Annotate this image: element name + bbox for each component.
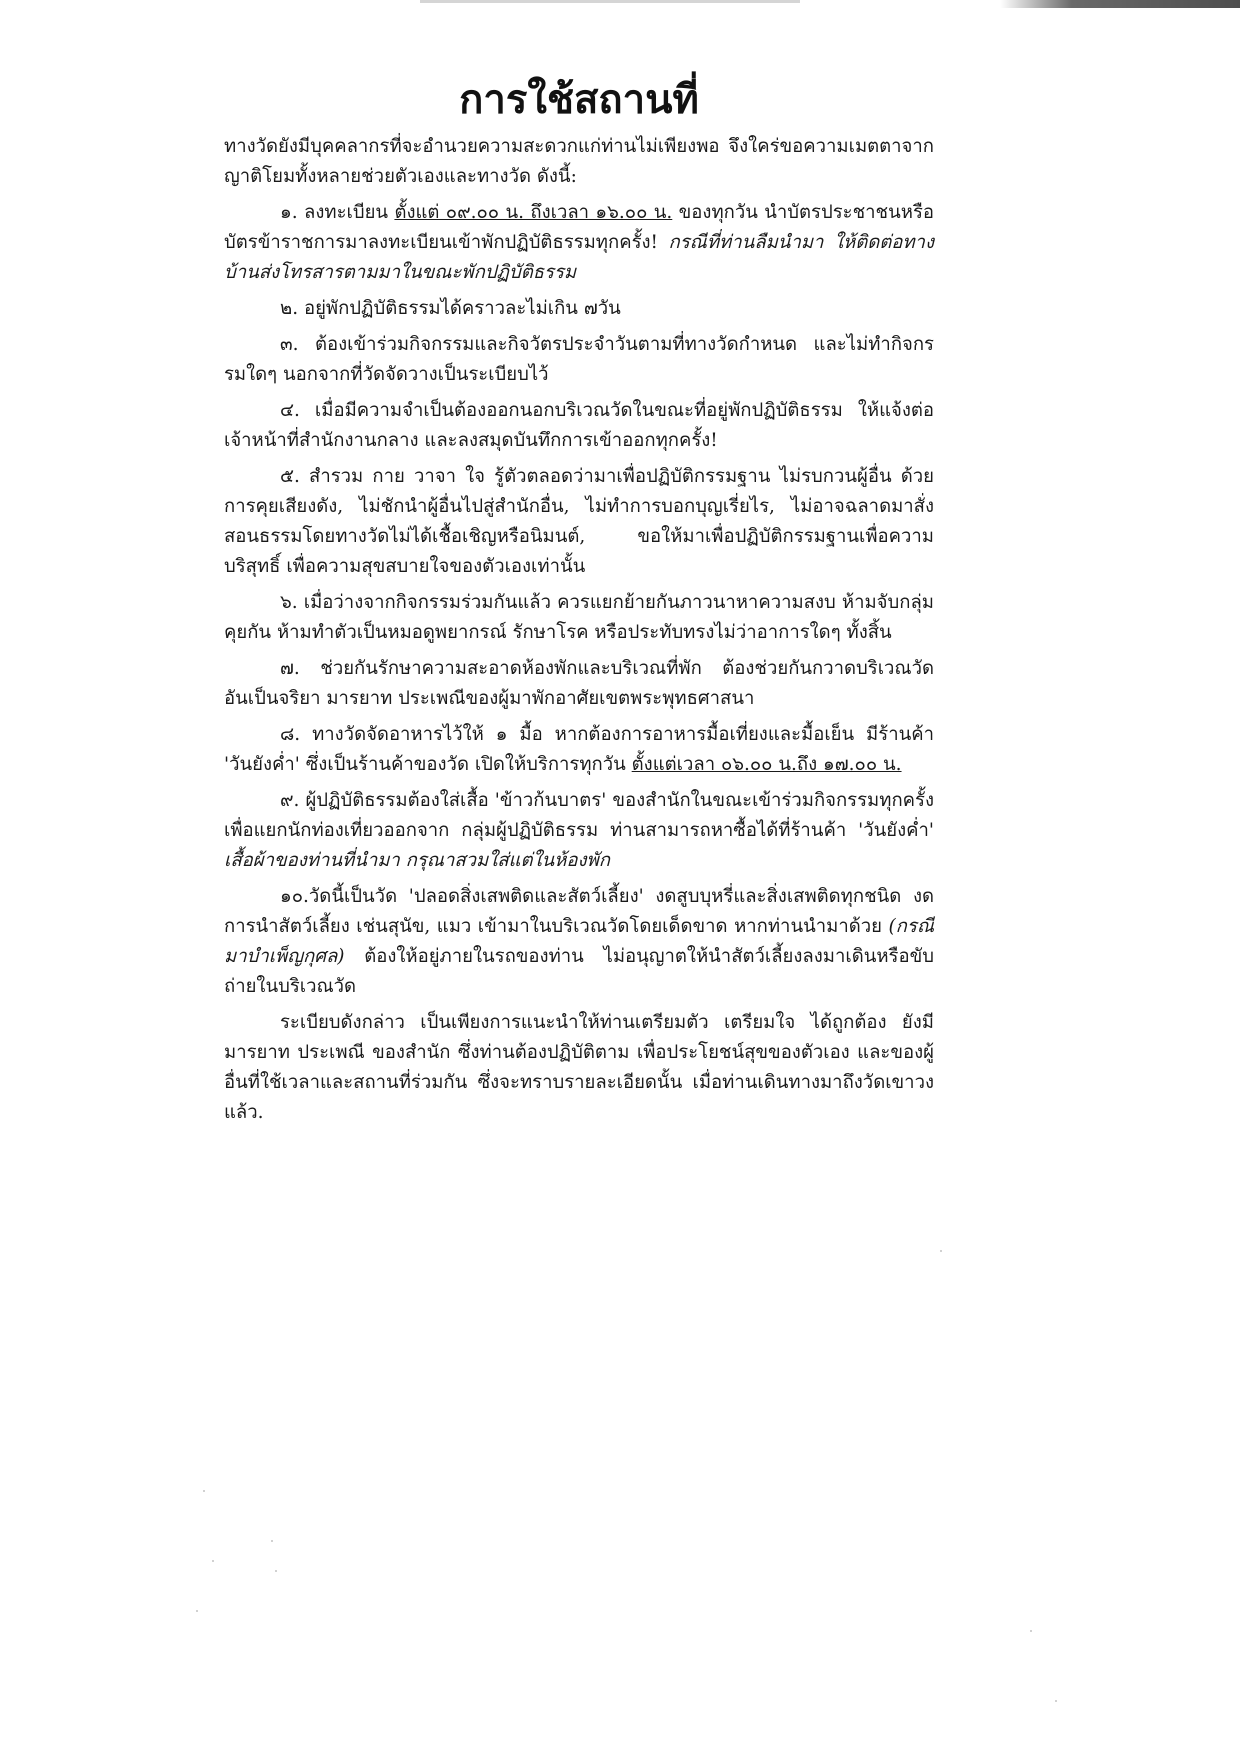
rule-item-6 xyxy=(224,588,934,648)
rule-text: ต้องให้อยู่ภายในรถของท่าน ไม่อนุญาตให้นำสัตว์เลี้ยงลงมาเดินหรือขับถ่ายในบริเวณวัด xyxy=(224,946,934,997)
rule-number: ๖. xyxy=(280,592,298,613)
rule-text: อยู่พักปฏิบัติธรรมได้คราวละไม่เกิน ๗วัน xyxy=(298,298,621,319)
rule-text: เมื่อว่างจากกิจกรรมร่วมกันแล้ว ควรแยกย้ายกันภาวนาหาความสงบ ห้ามจับกลุ่มคุยกัน ห้ามทำตัวเป็นหมอดูพยากรณ์ รักษาโรค หรือประทับทรงไม่ว่าอาการใดๆ ทั้งสิ้น xyxy=(224,592,934,643)
scan-speck xyxy=(940,1250,942,1252)
rule-text: ลงทะเบียน xyxy=(297,202,395,223)
rule-number: ๓. xyxy=(280,334,299,355)
rule-note-italic: กรณีที่ท่านลืมนำมา ให้ติดต่อทางบ้านส่งโทรสารตามมาในขณะพักปฏิบัติธรรม xyxy=(224,232,934,283)
scan-speck xyxy=(196,1610,198,1612)
rule-item-3 xyxy=(224,330,934,390)
rule-note-italic: เสื้อผ้าของท่านที่นำมา กรุณาสวมใส่แต่ในห้องพัก xyxy=(224,850,610,871)
rule-number: ๑๐. xyxy=(280,886,309,907)
rule-number: ๕. xyxy=(280,466,300,487)
rule-number: ๙. xyxy=(280,790,300,811)
rule-item-2 xyxy=(224,294,934,324)
rule-text: เมื่อมีความจำเป็นต้องออกนอกบริเวณวัดในขณะที่อยู่พักปฏิบัติธรรม ให้แจ้งต่อเจ้าหน้าที่สำนักงานกลาง และลงสมุดบันทึกการเข้าออกทุกครั้ง! xyxy=(224,400,934,451)
rule-item-7 xyxy=(224,654,934,714)
rule-note-italic: (กรณีมาบำเพ็ญกุศล) xyxy=(224,916,934,967)
rule-item-10 xyxy=(224,882,934,1002)
rule-number: ๘. xyxy=(280,724,301,745)
rule-item-5 xyxy=(224,462,934,582)
scan-speck xyxy=(1030,1630,1032,1632)
scan-speck xyxy=(271,1540,273,1542)
rule-item-4 xyxy=(224,396,934,456)
document-page xyxy=(224,72,934,1134)
scan-speck xyxy=(212,1560,214,1562)
rule-item-9 xyxy=(224,786,934,876)
closing-paragraph: ระเบียบดังกล่าว เป็นเพียงการแนะนำให้ท่านเตรียมตัว เตรียมใจ ได้ถูกต้อง ยังมีมารยาท ประเพณี ของสำนัก ซึ่งท่านต้องปฏิบัติตาม เพื่อประโยชน์สุขของตัวเอง และของผู้อื่นที่ใช้เวลาและสถานที่ร่วมกัน ซึ่งจะทราบรายละเอียดนั้น เมื่อท่านเดินทางมาถึงวัดเขาวงแล้ว. xyxy=(224,1012,934,1123)
rule-time-underlined: ตั้งแต่เวลา ๐๖.๐๐ น.ถึง ๑๗.๐๐ น. xyxy=(631,754,902,775)
rule-text: ทางวัดจัดอาหารไว้ให้ ๑ มื้อ หากต้องการอาหารมื้อเที่ยงและมื้อเย็น มีร้านค้า 'วันยังค่ำ' ซึ่งเป็นร้านค้าของวัด เปิดให้บริการทุกวัน xyxy=(224,724,934,775)
scan-speck xyxy=(203,1490,205,1492)
rule-text: ผู้ปฏิบัติธรรมต้องใส่เสื้อ 'ข้าวก้นบาตร' ของสำนักในขณะเข้าร่วมกิจกรรมทุกครั้ง เพื่อแยกนักท่องเที่ยวออกจาก กลุ่มผู้ปฏิบัติธรรม ท่านสามารถหาซื้อได้ที่ร้านค้า 'วันยังค่ำ' xyxy=(224,790,934,841)
scan-edge-mark xyxy=(1000,0,1240,8)
rule-item-8 xyxy=(224,720,934,780)
rule-number: ๑. xyxy=(280,202,298,223)
intro-paragraph: ทางวัดยังมีบุคคลากรที่จะอำนวยความสะดวกแก่ท่านไม่เพียงพอ จึงใคร่ขอความเมตตาจากญาติโยมทั้งหลายช่วยตัวเองและทางวัด ดังนี้: xyxy=(224,136,934,187)
rule-text: ต้องเข้าร่วมกิจกรรมและกิจวัตรประจำวันตามที่ทางวัดกำหนด และไม่ทำกิจกรรมใดๆ นอกจากที่วัดจัดวางเป็นระเบียบไว้ xyxy=(224,334,934,385)
scan-speck xyxy=(275,1570,277,1572)
rule-number: ๔. xyxy=(280,400,300,421)
rule-text: สำรวม กาย วาจา ใจ รู้ตัวตลอดว่ามาเพื่อปฏิบัติกรรมฐาน ไม่รบกวนผู้อื่น ด้วยการคุยเสียงดัง, ไม่ชักนำผู้อื่นไปสู่สำนักอื่น, ไม่ทำการบอกบุญเรี่ยไร, ไม่อาจฉลาดมาสั่งสอนธรรมโดยทางวัดไม่ได้เชื้อเชิญหรือนิมนต์, ขอให้มาเพื่อปฏิบัติกรรมฐานเพื่อความบริสุทธิ์ เพื่อความสุขสบายใจของตัวเองเท่านั้น xyxy=(224,466,934,577)
scan-edge-mark-faint xyxy=(420,0,800,3)
page-title: การใช้สถานที่ xyxy=(459,77,699,123)
rule-number: ๗. xyxy=(280,658,300,679)
rule-number: ๒. xyxy=(280,298,299,319)
rule-time-underlined: ตั้งแต่ ๐๙.๐๐ น. ถึงเวลา ๑๖.๐๐ น. xyxy=(394,202,673,223)
rule-item-1 xyxy=(224,198,934,288)
rule-text: วัดนี้เป็นวัด 'ปลอดสิ่งเสพติดและสัตว์เลี้ยง' งดสูบบุหรี่และสิ่งเสพติดทุกชนิด งดการนำสัตว์เลี้ยง เช่นสุนัข, แมว เข้ามาในบริเวณวัดโดยเด็ดขาด หากท่านนำมาด้วย xyxy=(224,886,934,937)
rule-text: ช่วยกันรักษาความสะอาดห้องพักและบริเวณที่พัก ต้องช่วยกันกวาดบริเวณวัด อันเป็นจริยา มารยาท ประเพณีของผู้มาพักอาศัยเขตพระพุทธศาสนา xyxy=(224,658,934,709)
rule-text: ของทุกวัน นำบัตรประชาชนหรือบัตรข้าราชการมาลงทะเบียนเข้าพักปฏิบัติธรรมทุกครั้ง! xyxy=(224,202,934,253)
scan-speck xyxy=(1055,1700,1057,1702)
